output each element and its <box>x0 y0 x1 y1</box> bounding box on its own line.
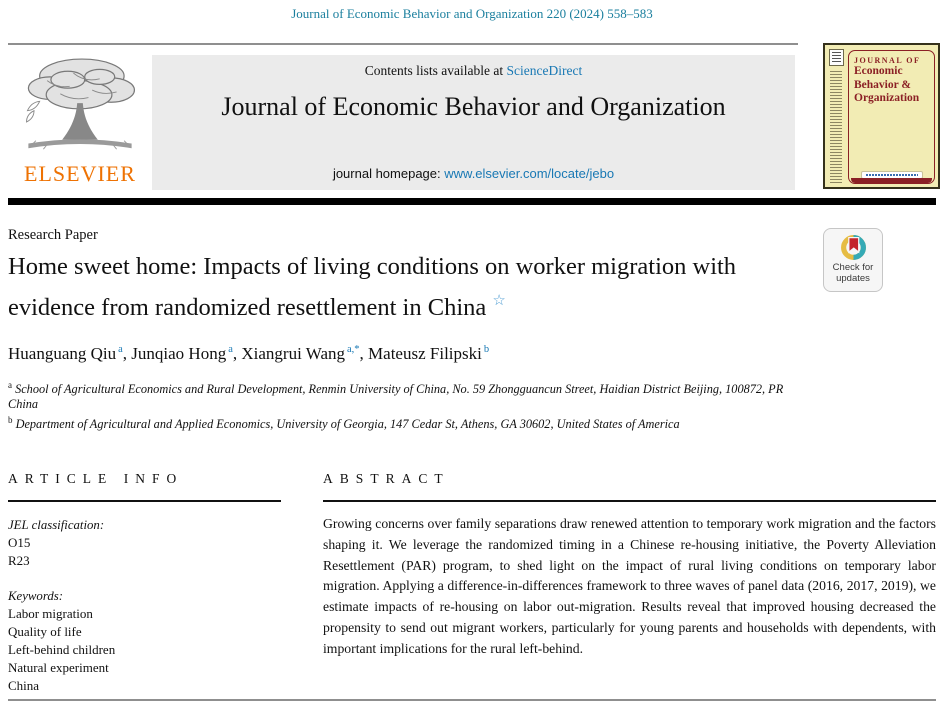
article-type-label: Research Paper <box>8 227 98 243</box>
author-affil-superscript[interactable]: a,* <box>347 344 360 356</box>
abstract-text: Growing concerns over family separations draw renewed attention to temporary work migration and the factors shaping it. We leverage the randomized timing in a Chinese re-housing initiative, the Poverty Alleviation Resettlement (PAR) program, to shed light on the impact of rural living conditions on temporary labor migration. Applying a difference-in-differences framework to three waves of panel data (2016, 2017, 2019), we estimate impacts of re-housing on labor out-migration. Results reveal that improved housing decreased the propensity to send out migrant workers, particularly for young parents and households with dependents, with important implications for the rural left-behind. <box>323 516 936 656</box>
jel-code: R23 <box>8 553 30 568</box>
author-list: Huanguang Qiu $^a$, Junqiao Hong $^a$, Xiangrui Wang $^{a,*}$, Mateusz Filipski $^b$ <box>8 344 490 363</box>
affiliation-superscript: b <box>8 415 13 426</box>
cover-stamp <box>829 49 844 66</box>
jel-code-list <box>8 534 288 570</box>
keyword: Labor migration <box>8 606 93 621</box>
article-title-text: Home sweet home: Impacts of living conditions on worker migration with evidence from randomized resettlement in China <box>8 253 737 321</box>
article-title <box>8 250 823 325</box>
author-name: Junqiao Hong <box>131 344 227 363</box>
bottom-divider <box>8 699 936 701</box>
top-divider <box>8 43 798 45</box>
keyword: China <box>8 678 40 693</box>
jel-code: O15 <box>8 535 31 550</box>
homepage-prefix: journal homepage: <box>332 166 445 181</box>
cover-frame <box>848 50 935 184</box>
homepage-link[interactable]: www.elsevier.com/locate/jebo <box>444 166 615 181</box>
journal-cover-thumbnail[interactable] <box>823 43 940 189</box>
cover-title-line: Organization <box>854 92 920 104</box>
article-info-column <box>8 516 288 695</box>
abstract-rule <box>323 500 936 502</box>
cover-title-line: Behavior & <box>854 78 911 91</box>
elsevier-tree-icon <box>19 52 141 160</box>
affiliation-text: School of Agricultural Economics and Rural Development, Renmin University of China, No. 59 Zhongguancun Street, Haidian District Beijing, 100872, PR China <box>8 382 784 412</box>
article-info-rule <box>8 500 281 502</box>
affiliation-text: Department of Agricultural and Applied Economics, University of Georgia, 147 Cedar St, Athens, GA 30602, United States of America <box>12 417 680 432</box>
header-thick-rule <box>8 198 936 205</box>
elsevier-logo <box>12 52 148 192</box>
affiliation <box>8 378 800 412</box>
check-for-updates-badge[interactable] <box>823 228 883 292</box>
cover-side-text <box>830 71 842 183</box>
abstract-header: ABSTRACT <box>323 471 450 486</box>
check-updates-icon <box>840 234 867 261</box>
journal-title: Journal of Economic Behavior and Organization <box>221 92 726 121</box>
info-spacer <box>8 570 288 587</box>
journal-banner <box>152 55 795 190</box>
keyword: Left-behind children <box>8 642 116 657</box>
author-affil-superscript[interactable]: a <box>228 344 233 356</box>
keyword-list <box>8 605 288 695</box>
keyword: Natural experiment <box>8 660 109 675</box>
affiliation-superscript: a <box>8 380 12 390</box>
author-name: Huanguang Qiu <box>8 344 117 363</box>
cover-kicker: JOURNAL OF <box>854 56 921 65</box>
keywords-label: Keywords: <box>8 589 63 603</box>
contents-prefix: Contents lists available at <box>364 63 507 78</box>
author-name: Mateusz Filipski <box>368 344 482 363</box>
author-affil-superscript[interactable]: b <box>483 344 490 356</box>
elsevier-wordmark: ELSEVIER <box>24 161 136 186</box>
author-name: Xiangrui Wang <box>241 344 345 363</box>
author-affil-superscript[interactable]: a <box>118 344 123 356</box>
check-updates-label: Check for updates <box>832 262 874 284</box>
cover-title-line: Economic <box>854 65 903 77</box>
title-footnote-star[interactable]: ☆ <box>492 293 506 309</box>
contents-line <box>152 55 795 79</box>
journal-citation-line: Journal of Economic Behavior and Organization 220 (2024) 558–583 <box>291 6 653 21</box>
jel-label: JEL classification: <box>8 518 105 532</box>
homepage-line <box>152 166 795 181</box>
affiliation-list <box>8 378 800 433</box>
sciencedirect-link[interactable]: ScienceDirect <box>506 63 583 78</box>
article-info-header: ARTICLE INFO <box>8 471 184 486</box>
affiliation <box>8 413 800 432</box>
keyword: Quality of life <box>8 624 82 639</box>
cover-bottom-bar <box>851 178 932 183</box>
